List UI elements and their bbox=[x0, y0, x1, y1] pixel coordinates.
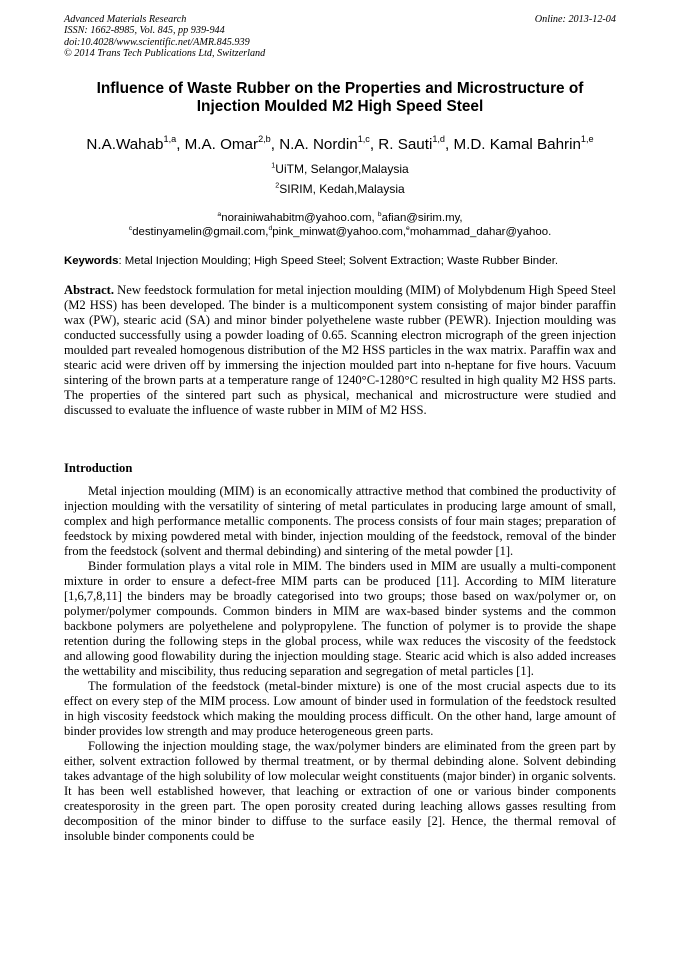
keywords bbox=[64, 254, 616, 268]
email-mark: d bbox=[268, 224, 273, 232]
author-name: N.A.Wahab bbox=[86, 136, 164, 153]
author-separator: , bbox=[445, 136, 454, 153]
email-mark: a bbox=[217, 210, 222, 218]
author-separator: , bbox=[369, 136, 379, 153]
author-affiliation-mark: 1,e bbox=[580, 134, 594, 145]
affiliation bbox=[64, 162, 616, 176]
email-line bbox=[64, 225, 616, 239]
keywords-text: : Metal Injection Moulding; High Speed Steel; Solvent Extraction; Waste Rubber Binder. bbox=[118, 255, 559, 267]
email-address: destinyamelin@gmail.com, bbox=[132, 226, 269, 238]
email-address: norainiwahabitm@yahoo.com, bbox=[221, 212, 378, 224]
affiliation-text: SIRIM, Kedah,Malaysia bbox=[279, 182, 405, 196]
affiliation-mark: 1 bbox=[271, 160, 276, 170]
email-mark: c bbox=[128, 224, 133, 232]
author-affiliation-mark: 2,b bbox=[258, 134, 271, 145]
online-date: Online: 2013-12-04 bbox=[534, 14, 616, 25]
email-mark: e bbox=[406, 224, 410, 232]
keywords-label: Keywords bbox=[64, 255, 119, 267]
paper-title bbox=[64, 80, 616, 116]
journal-copyright: © 2014 Trans Tech Publications Ltd, Switzerland bbox=[64, 48, 266, 60]
paper-title-line: Influence of Waste Rubber on the Properties and Microstructure of bbox=[96, 80, 584, 97]
author-list bbox=[40, 136, 640, 154]
author-separator: , bbox=[176, 136, 185, 153]
body-paragraph: Binder formulation plays a vital role in MIM. The binders used in MIM are usually a multi-component mixture in order to ensure a defect-free MIM parts can be produced [11]. According to MIM literature [1,6,7,8,11] the binders may be broadly categorised into two groups; those based on wax/polymer or, on polymer/polymer compounds. Common binders in MIM are wax-based binder systems and the common backbone polymers are polyethelene and polypropylene. The function of polymer is to provide the shape retention during the following steps in the global process, while wax reduces the viscosity of the feedstock and allowing good flowability during the injection moulding stage. Stearic acid which is also added increases the wettability and miscibility, thus reducing separation and segregation of metal particles [1]. bbox=[64, 559, 616, 678]
author-separator: , bbox=[270, 136, 280, 153]
journal-doi: doi:10.4028/www.scientific.net/AMR.845.939 bbox=[64, 36, 250, 48]
affiliation-text: UiTM, Selangor,Malaysia bbox=[275, 162, 409, 176]
body-paragraph: The formulation of the feedstock (metal-binder mixture) is one of the most crucial aspects due to its effect on every step of the MIM process. Low amount of binder used in formulation of the feedstock resulted in high viscosity feedstock which making the moulding process difficult. On the other hand, large amount of binder provides low strength and may produce heterogeneous green parts. bbox=[64, 679, 616, 738]
email-address: pink_minwat@yahoo.com, bbox=[272, 226, 407, 238]
author-name: N.A. Nordin bbox=[279, 136, 358, 153]
email-line bbox=[64, 211, 616, 225]
abstract-text: New feedstock formulation for metal injection moulding (MIM) of Molybdenum High Speed Steel (M2 HSS) has been developed. The binder is a multicomponent system consisting of major binder paraffin wax (PW), stearic acid (SA) and minor binder polyethelene waste rubber (PEWR). Injection moulding was conducted successfully using a powder loading of 0.65. Scanning electron micrograph of the green injection moulded part revealed homogenous distribution of the M2 HSS particles in the wax matrix. Paraffin wax and stearic acid were driven off by immersing the injection moulded part into n-heptane for five hours. Vacuum sintering of the brown parts at a temperature range of 1240°C-1280°C resulted in high quality M2 HSS parts. The properties of the sintered part such as physical, mechanical and microstructure were studied and discussed to evaluate the influence of waste rubber in MIM of M2 HSS. bbox=[64, 283, 616, 417]
email-address: afian@sirim.my, bbox=[381, 212, 463, 224]
email-address: mohammad_dahar@yahoo. bbox=[409, 226, 552, 238]
body-paragraph: Following the injection moulding stage, the wax/polymer binders are eliminated from the green part by either, solvent extraction followed by thermal treatment, or by thermal debinding alone. Solvent debinding takes advantage of the high solubility of low molecular weight constituents (major binder) in organic solvents. It has been well established however, that leaching or extraction of one or various binder components createsporosity in the green part. The open porosity created during leaching allows gasses resulting from decomposition of the minor binder to diffuse to the surface easily [2]. Hence, the thermal removal of insoluble binder components could be bbox=[64, 739, 616, 843]
author-name: R. Sauti bbox=[378, 136, 433, 153]
email-mark: b bbox=[377, 210, 382, 218]
section-heading-introduction: Introduction bbox=[64, 461, 133, 475]
body-paragraph: Metal injection moulding (MIM) is an economically attractive method that combined the productivity of injection moulding with the versatility of sintering of metal particulates in producing large amount of small, complex and high performance metallic components. The process consists of four main stages; preparation of feedstock by mixing powdered metal with binder, injection moulding of the feedstock, removal of the binder from the feedstock (solvent and thermal debinding) and sintering of the metal powder [1]. bbox=[64, 484, 616, 558]
affiliation-mark: 2 bbox=[275, 180, 280, 190]
journal-header bbox=[64, 14, 616, 60]
introduction-body bbox=[64, 484, 616, 844]
author-affiliation-mark: 1,a bbox=[163, 134, 177, 145]
paper-title-line: Injection Moulded M2 High Speed Steel bbox=[196, 98, 484, 115]
abstract-label: Abstract. bbox=[64, 283, 115, 297]
author-affiliation-mark: 1,c bbox=[357, 134, 370, 145]
author-affiliation-mark: 1,d bbox=[432, 134, 445, 145]
journal-issn: ISSN: 1662-8985, Vol. 845, pp 939-944 bbox=[64, 25, 225, 37]
abstract bbox=[64, 283, 616, 418]
affiliation bbox=[64, 182, 616, 196]
author-name: M.D. Kamal Bahrin bbox=[453, 136, 581, 153]
journal-name: Advanced Materials Research bbox=[64, 14, 187, 25]
author-name: M.A. Omar bbox=[184, 136, 259, 153]
